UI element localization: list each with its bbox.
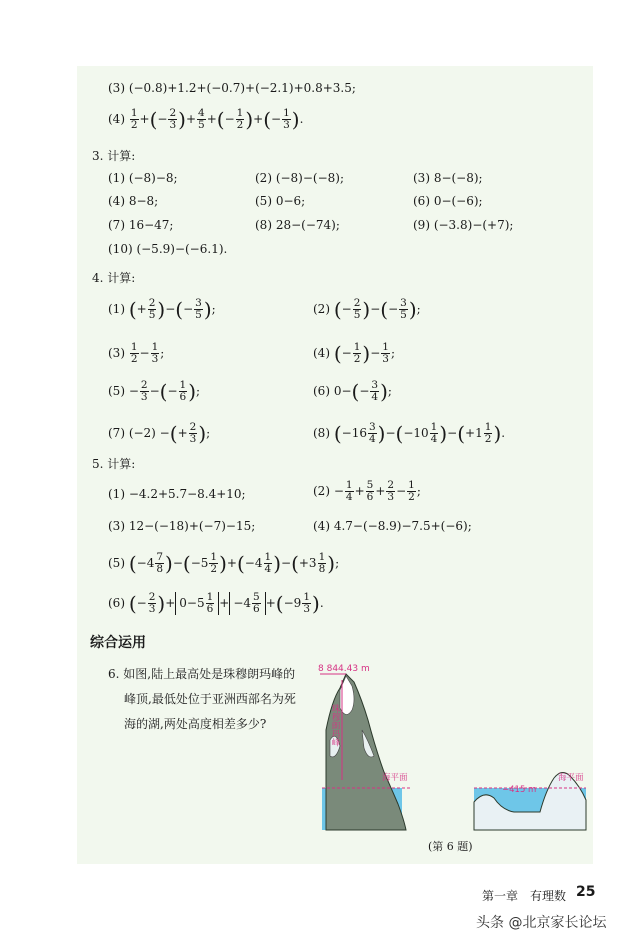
ex3-item: (8) 28−(−74);	[255, 218, 340, 232]
ex4-item7: (7) (−2) −(+ $\frac{2}{3}$ );	[108, 421, 211, 446]
figure-caption: (第 6 题)	[428, 840, 473, 853]
ex5-item5: (5) (−4 $\frac{7}{8}$ )−(−5 $\frac{1}{2}$ )+(−4 $\frac{1}{4}$ )−(+3 $\frac{1}{8}$ );	[108, 551, 340, 576]
height-label: 8 844.43 m	[318, 664, 370, 674]
watermark: 头条 @北京家长论坛	[476, 915, 607, 931]
ex3-item: (1) (−8)−8;	[108, 171, 178, 185]
ex5-item1: (1) −4.2+5.7−8.4+10;	[108, 487, 246, 501]
ex5-title: 5. 计算:	[92, 457, 136, 471]
elevation-illustration	[318, 660, 590, 832]
ex4-item8: (8) (−16 $\frac{3}{4}$ )−(−10 $\frac{1}{4}$ )−(+1 $\frac{1}{2}$ ).	[313, 421, 506, 446]
ex3-item: (6) 0−(−6);	[413, 194, 483, 208]
page-number: 25	[576, 884, 596, 900]
ex3-item: (3) 8−(−8);	[413, 171, 483, 185]
sea-level-left: 海平面	[382, 773, 408, 783]
footer-chapter-title: 有理数	[530, 889, 567, 903]
ex2-item4: (4) $\frac{1}{2}$ +(− $\frac{2}{3}$ )+ $\frac{4}{5}$ +(− $\frac{1}{2}$ )+(− $\frac{1}{3}$ ).	[108, 107, 304, 132]
mountain-label: 珠穆朗玛峰	[330, 704, 340, 747]
ex6-line: 海的湖,两处高度相差多少?	[124, 717, 267, 731]
ex3-item: (4) 8−8;	[108, 194, 159, 208]
ex5-item6: (6) (− $\frac{2}{3}$ )+ 0−5 $\frac{1}{6}$ + −4 $\frac{5}{6}$ +(−9 $\frac{1}{3}$ ).	[108, 591, 324, 616]
ex4-item3: (3) $\frac{1}{2}$ − $\frac{1}{3}$ ;	[108, 341, 165, 365]
ex4-item4: (4) (− $\frac{1}{2}$ )− $\frac{1}{3}$ ;	[313, 341, 395, 366]
ex3-title: 3. 计算:	[92, 149, 136, 163]
ex4-item1: (1) (+ $\frac{2}{5}$ )−(− $\frac{3}{5}$ );	[108, 297, 216, 322]
ex4-item5: (5) − $\frac{2}{3}$ −(− $\frac{1}{6}$ );	[108, 379, 201, 404]
ex2-item4-label: (4)	[108, 112, 125, 126]
ex3-item: (2) (−8)−(−8);	[255, 171, 345, 185]
ex3-item: (7) 16−47;	[108, 218, 174, 232]
ex4-title: 4. 计算:	[92, 271, 136, 285]
ex3-item: (5) 0−6;	[255, 194, 306, 208]
ex3-item: (9) (−3.8)−(+7);	[413, 218, 514, 232]
ex5-item3: (3) 12−(−18)+(−7)−15;	[108, 519, 256, 533]
ex4-item2: (2) (− $\frac{2}{5}$ )−(− $\frac{3}{5}$ );	[313, 297, 421, 322]
ex5-item4: (4) 4.7−(−8.9)−7.5+(−6);	[313, 519, 472, 533]
ex6-line: 6. 如图,陆上最高处是珠穆朗玛峰的	[108, 667, 296, 681]
section-title: 综合运用	[90, 635, 146, 651]
ex4-item6: (6) 0−(− $\frac{3}{4}$ );	[313, 379, 392, 404]
ex5-item2: (2) − $\frac{1}{4}$ + $\frac{5}{6}$ + $\frac{2}{3}$ − $\frac{1}{2}$ ;	[313, 479, 421, 503]
sea-level-right: 海平面	[558, 773, 584, 783]
ex3-item: (10) (−5.9)−(−6.1).	[108, 242, 228, 256]
ex6-line: 峰顶,最低处位于亚洲西部名为死	[124, 692, 296, 706]
footer-chapter: 第一章	[482, 889, 519, 903]
dead-sea-label: −415 m	[502, 785, 537, 795]
ex2-item3: (3) (−0.8)+1.2+(−0.7)+(−2.1)+0.8+3.5;	[108, 81, 356, 95]
